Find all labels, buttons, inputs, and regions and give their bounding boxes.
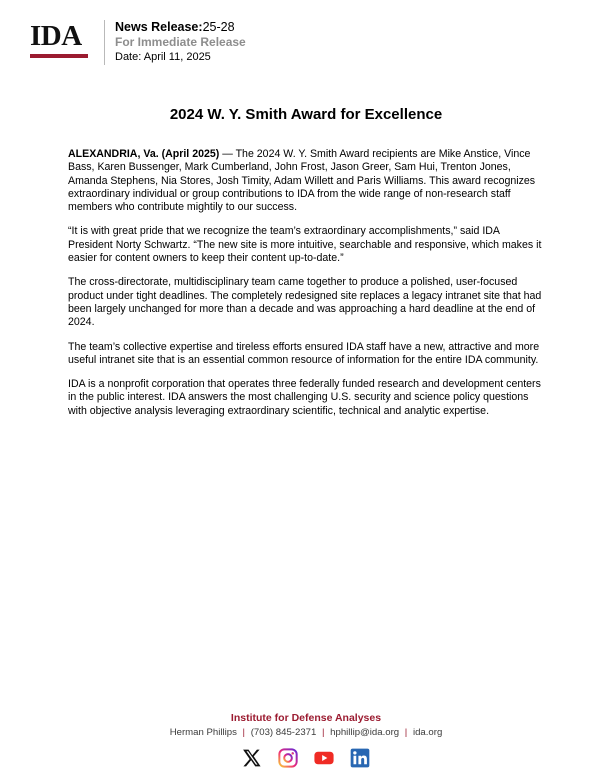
youtube-link[interactable] [314,748,334,768]
release-date: Date: April 11, 2025 [115,51,211,63]
paragraph-2: “It is with great pride that we recognize the team’s extraordinary accomplishments,” said IDA President Norty Schwartz. “The new site is more intuitive, searchable and responsive, which makes it easier for content owners to keep their content up-to-date.” [68,225,542,265]
instagram-link[interactable] [278,748,298,768]
contact-line [0,727,612,739]
news-release-label: News Release: [115,20,203,34]
dateline: ALEXANDRIA, Va. (April 2025) [68,148,220,160]
article-body [68,148,545,429]
footer [0,712,612,768]
youtube-icon [314,748,334,768]
organization-name: Institute for Defense Analyses [230,712,382,724]
paragraph-4: The team’s collective expertise and tireless efforts ensured IDA staff have a new, attractive and more useful intranet site that is an essential common resource of information for the entire IDA community. [68,340,540,366]
paragraph-1-text: — The 2024 W. Y. Smith Award recipients are Mike Anstice, Vince Bass, Karen Bussenger, Mark Cumberland, John Frost, Jason Greer, Sam Hui, Trenton Jones, Amanda Stephens, Nia Stores, Josh Timity, Adam Willett and Paris Williams. This award recognizes extraordinary individual or group contributions to IDA from the wide range of non-research staff members who contribute mightily to our success. [68,148,536,214]
contact-separator-1: | [242,727,246,738]
news-release-line [115,20,246,35]
news-release-number: 25-28 [202,20,235,34]
linkedin-icon [350,748,370,768]
contact-website[interactable]: ida.org [412,727,443,738]
social-links [0,748,612,768]
ida-logo [30,18,92,58]
page-title: 2024 W. Y. Smith Award for Excellence [169,106,443,123]
ida-logo-underline [30,54,88,58]
x-twitter-link[interactable] [242,748,262,768]
immediate-release-label: For Immediate Release [115,35,246,49]
paragraph-5-boilerplate: IDA is a nonprofit corporation that operates three federally funded research and development centers in the public interest. IDA answers the most challenging U.S. security and science policy questions with objective analysis leveraging extraordinary scientific, technical and analytic expertise. [68,378,541,417]
contact-separator-3: | [404,727,408,738]
linkedin-link[interactable] [350,748,370,768]
x-twitter-icon [242,748,262,768]
contact-email[interactable]: hphillip@ida.org [330,727,400,738]
instagram-icon [278,748,298,768]
masthead-text [115,18,246,65]
contact-name: Herman Phillips [169,727,237,738]
paragraph-1 [68,148,545,214]
ida-logo-text: IDA [30,20,82,52]
contact-phone: (703) 845-2371 [250,727,317,738]
contact-separator-2: | [322,727,325,738]
masthead [30,18,246,65]
paragraph-3: The cross-directorate, multidisciplinary team came together to produce a polished, user-focused product under tight deadlines. The completely redesigned site replaces a legacy intranet site that had been largely unchanged for more than a decade and was approaching a hard deadline at the end of 2024. [68,276,542,329]
masthead-divider [104,20,105,65]
